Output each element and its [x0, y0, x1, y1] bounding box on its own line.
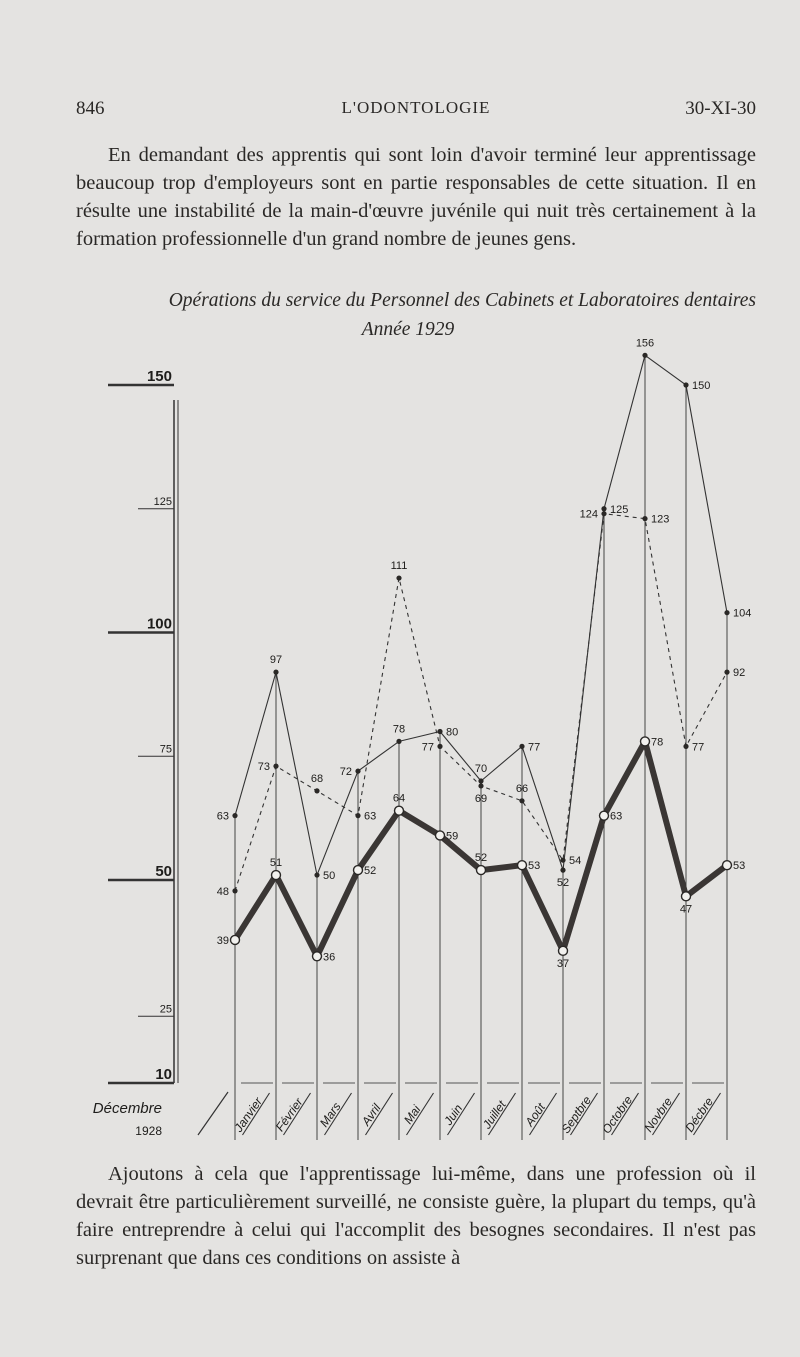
data-label: 92: [733, 667, 746, 680]
data-point: [559, 946, 568, 955]
data-point: [683, 744, 688, 749]
data-label: 111: [390, 560, 408, 573]
data-label: 52: [474, 852, 488, 865]
data-point: [354, 866, 363, 875]
data-label: 37: [556, 957, 570, 970]
data-label: 156: [635, 337, 655, 350]
data-label: 59: [446, 830, 459, 843]
data-point: [232, 888, 237, 893]
data-label: 70: [474, 763, 488, 775]
data-point: [560, 868, 565, 873]
data-point: [519, 798, 524, 803]
data-point: [437, 729, 442, 734]
data-label: 73: [257, 761, 270, 774]
data-point: [723, 861, 732, 870]
data-label: 80: [446, 726, 459, 739]
data-point: [395, 806, 404, 815]
month-label: Septbre: [558, 1093, 595, 1136]
data-label: 77: [421, 741, 434, 754]
data-point: [273, 764, 278, 769]
y-tick-label: 50: [155, 863, 172, 880]
month-label: Juillet: [479, 1098, 509, 1132]
page-number: 846: [76, 98, 105, 119]
paragraph-top: En demandant des apprentis qui sont loin d'avoir terminé leur apprentissage beaucoup trop d'employeurs sont en partie responsables de cette situation. Il en résulte une instabilité de la main-d'œuvre juvénile qui nuit très certainement à la formation professionnelle d'un grand nombre de jeunes gens.: [76, 144, 756, 250]
data-label: 78: [651, 736, 664, 749]
data-point: [519, 744, 524, 749]
month-label: Mai: [400, 1102, 424, 1127]
data-label: 123: [651, 513, 670, 526]
y-tick-label: 150: [146, 368, 172, 385]
data-point: [601, 511, 606, 516]
data-label: 78: [392, 723, 406, 736]
data-point: [601, 506, 606, 511]
data-label: 39: [216, 934, 229, 947]
data-point: [272, 871, 281, 880]
month-label: Décbre: [682, 1094, 717, 1135]
data-label: 63: [216, 810, 229, 823]
data-point: [724, 610, 729, 615]
data-label: 53: [528, 860, 541, 873]
data-label: 69: [474, 792, 488, 805]
figure-caption: [60, 286, 756, 344]
data-point: [477, 866, 486, 875]
data-point: [478, 783, 483, 788]
data-label: 77: [528, 741, 541, 754]
data-label: 53: [733, 860, 746, 873]
data-label: 52: [364, 865, 377, 878]
data-label: 52: [556, 877, 570, 890]
data-point: [642, 353, 647, 358]
month-label: Mars: [316, 1099, 344, 1130]
data-label: 48: [216, 885, 229, 898]
caption-year: Année 1929: [361, 319, 455, 340]
data-label: 72: [339, 766, 352, 779]
data-point: [313, 952, 322, 961]
month-label: Février: [272, 1095, 306, 1135]
data-label: 54: [569, 855, 582, 868]
data-point: [642, 516, 647, 521]
month-label: Janvier: [231, 1094, 266, 1135]
month-arrow: [198, 1092, 228, 1135]
y-tick-label: 75: [159, 743, 172, 756]
data-label: 125: [610, 503, 629, 516]
data-point: [478, 778, 483, 783]
data-label: 51: [269, 857, 283, 870]
data-label: 150: [692, 380, 711, 392]
y-tick-label: 125: [153, 495, 172, 508]
month-label: Novbre: [641, 1094, 676, 1135]
data-label: 50: [323, 870, 336, 883]
data-point: [518, 861, 527, 870]
data-label: 77: [692, 741, 705, 754]
data-point: [641, 737, 650, 746]
data-point: [437, 744, 442, 749]
data-point: [436, 831, 445, 840]
data-point: [273, 670, 278, 675]
data-label: 68: [310, 772, 324, 785]
month-label: Avril: [358, 1101, 384, 1129]
page-header: [76, 98, 756, 128]
data-label: 36: [323, 951, 336, 964]
data-point: [355, 769, 360, 774]
data-point: [231, 935, 240, 944]
data-point: [600, 811, 609, 820]
issue-date: 30-XI-30: [685, 98, 756, 119]
start-month-label: Décembre: [92, 1100, 162, 1117]
paragraph-bottom: Ajoutons à cela que l'apprentissage lui-même, dans une profession où il devrait être particulièrement surveillé, ne consiste guère, la plupart du temps, qu'à faire entreprendre à celui qui l'accomplit des besognes secondaires. Il n'est pas surprenant que dans ces conditions on assiste à: [76, 1163, 756, 1269]
y-tick-label: 10: [155, 1066, 172, 1083]
data-label: 66: [515, 782, 529, 795]
data-point: [560, 858, 565, 863]
data-point: [683, 382, 688, 387]
y-tick-label: 25: [159, 1003, 172, 1016]
y-tick-label: 100: [146, 615, 172, 633]
data-label: 124: [579, 508, 598, 521]
line-chart: [0, 337, 800, 1145]
data-point: [724, 670, 729, 675]
data-label: 63: [364, 810, 377, 823]
data-label: 104: [733, 607, 752, 620]
month-label: Juin: [441, 1101, 466, 1128]
caption-title: Opérations du service du Personnel des Cabinets et Laboratoires dentaires: [168, 290, 756, 311]
data-label: 97: [269, 654, 283, 667]
data-label: 47: [679, 903, 693, 916]
journal-title: L'ODONTOLOGIE: [341, 98, 491, 117]
data-point: [314, 872, 319, 877]
month-label: Octobre: [599, 1093, 636, 1137]
data-point: [682, 892, 691, 901]
data-label: 63: [610, 810, 623, 823]
month-label: Août: [522, 1100, 549, 1129]
data-point: [355, 813, 360, 818]
data-point: [396, 739, 401, 744]
data-point: [314, 788, 319, 793]
start-year-label: 1928: [135, 1124, 162, 1138]
data-point: [396, 575, 401, 580]
data-point: [232, 813, 237, 818]
data-label: 64: [392, 792, 406, 805]
